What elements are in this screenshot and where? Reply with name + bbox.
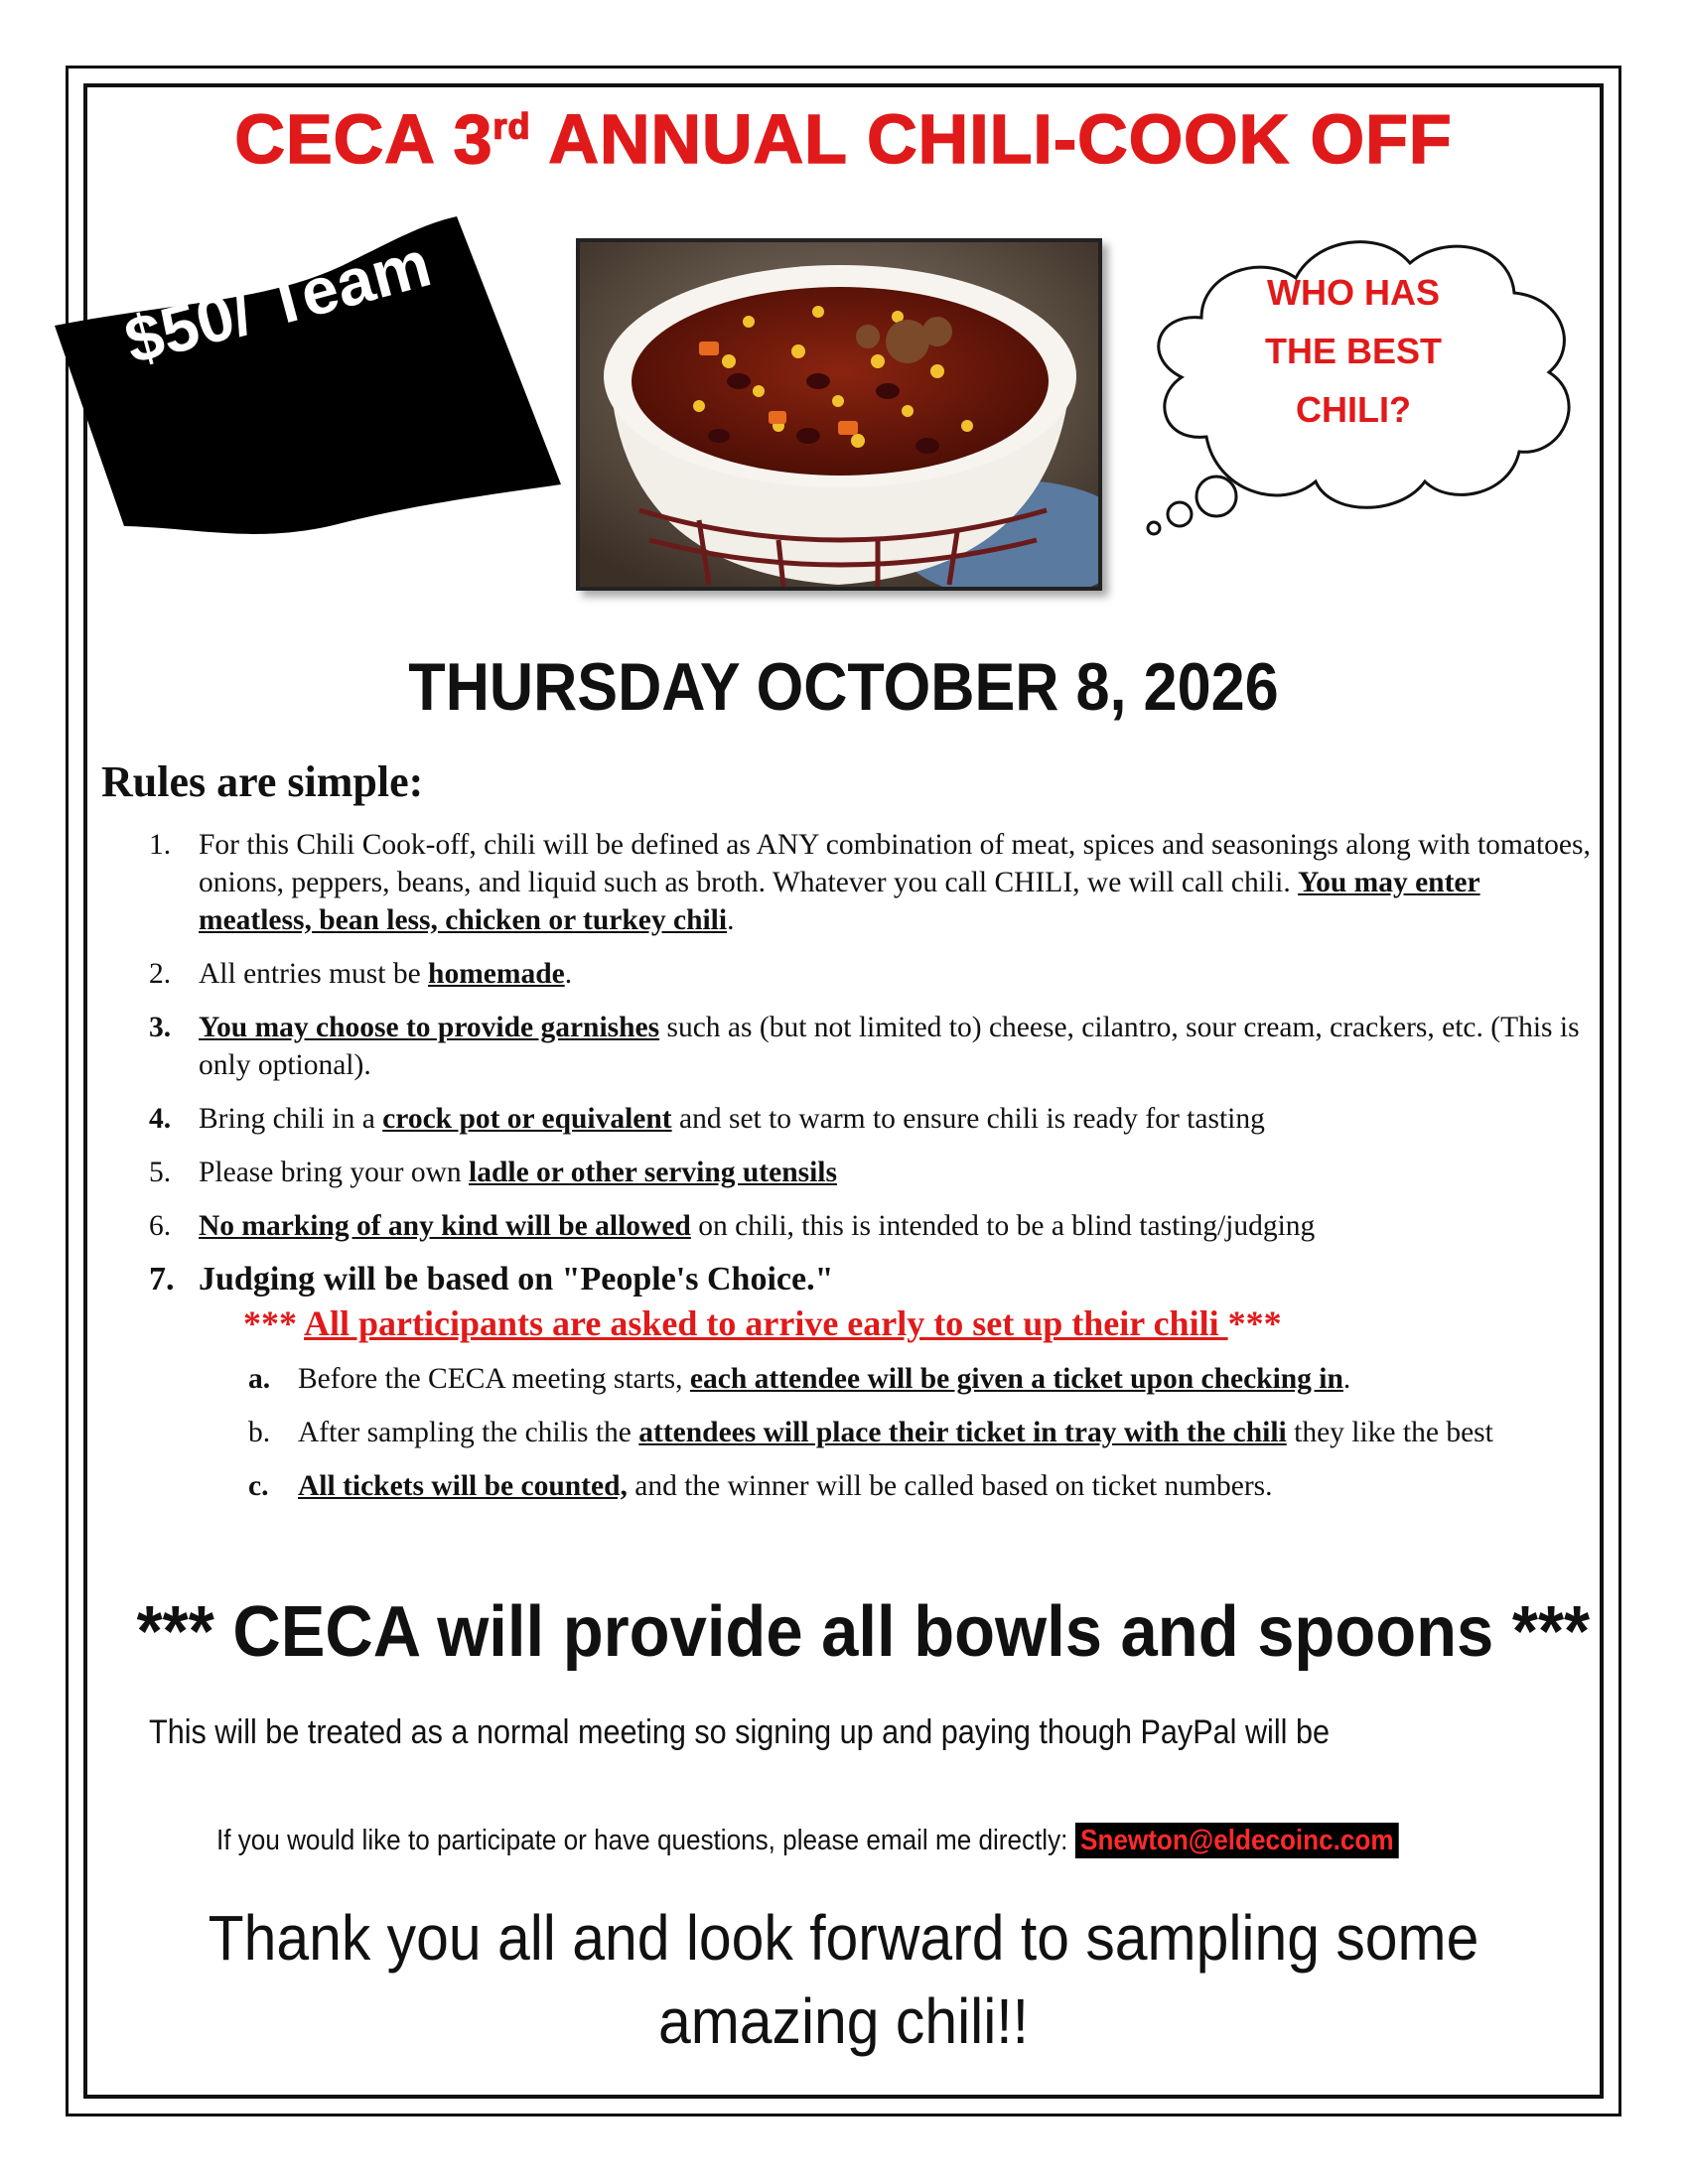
judging-step: a. Before the CECA meeting starts, each attendee will be given a ticket upon checking in.: [248, 1363, 1351, 1395]
cloud-text: WHO HAS THE BEST CHILI?: [1264, 272, 1442, 430]
rule-item: 6. No marking of any kind will be allowed on chili, this is intended to be a blind tasting/judging: [149, 1210, 1316, 1242]
rule-item: 5. Please bring your own ladle or other serving utensils: [149, 1157, 837, 1188]
rules-list: [149, 826, 1594, 1521]
rule-item: 1. For this Chili Cook-off, chili will be defined as ANY combination of meat, spices and seasonings along with tomatoes, onions, peppers, beans, and liquid such as broth. Whatever you call CHILI, we will call chili. You may enter meatless, bean less, chicken or turkey chili.: [149, 829, 1591, 936]
thank-you-message: Thank you all and look forward to sampling some amazing chili!!: [208, 1902, 1479, 2057]
meeting-note: This will be treated as a normal meeting so signing up and paying though PayPal will be: [149, 1713, 1330, 1751]
rule-item: 7. Judging will be based on "People's Choice.": [149, 1261, 834, 1297]
rule-item: 3. You may choose to provide garnishes such as (but not limited to) cheese, cilantro, sour cream, crackers, etc. (This is only optional).: [149, 1012, 1580, 1081]
price-text: $50/ Team: [117, 225, 439, 378]
judging-step: b. After sampling the chilis the attendees will place their ticket in tray with the chili they like the best: [248, 1417, 1493, 1448]
rule-item: 4. Bring chili in a crock pot or equivalent and set to warm to ensure chili is ready for tasting: [149, 1103, 1265, 1135]
arrive-early-note: *** All participants are asked to arrive early to set up their chili ***: [243, 1303, 1282, 1343]
contact-line: If you would like to participate or have questions, please email me directly: Snewton@eldecoinc.com: [216, 1825, 1399, 1857]
judging-step: c. All tickets will be counted, and the winner will be called based on ticket numbers.: [248, 1470, 1273, 1502]
event-date: THURSDAY OCTOBER 8, 2026: [408, 649, 1279, 725]
rule-item: 2. All entries must be homemade.: [149, 958, 573, 990]
rules-heading: Rules are simple:: [101, 757, 424, 806]
flyer-title: CECA 3rd ANNUAL CHILI-COOK OFF: [234, 100, 1453, 178]
email-link[interactable]: Snewton@eldecoinc.com: [1075, 1823, 1399, 1858]
bowls-spoons-banner: *** CECA will provide all bowls and spoons ***: [136, 1592, 1591, 1672]
chili-bowl-image: [576, 238, 1102, 591]
